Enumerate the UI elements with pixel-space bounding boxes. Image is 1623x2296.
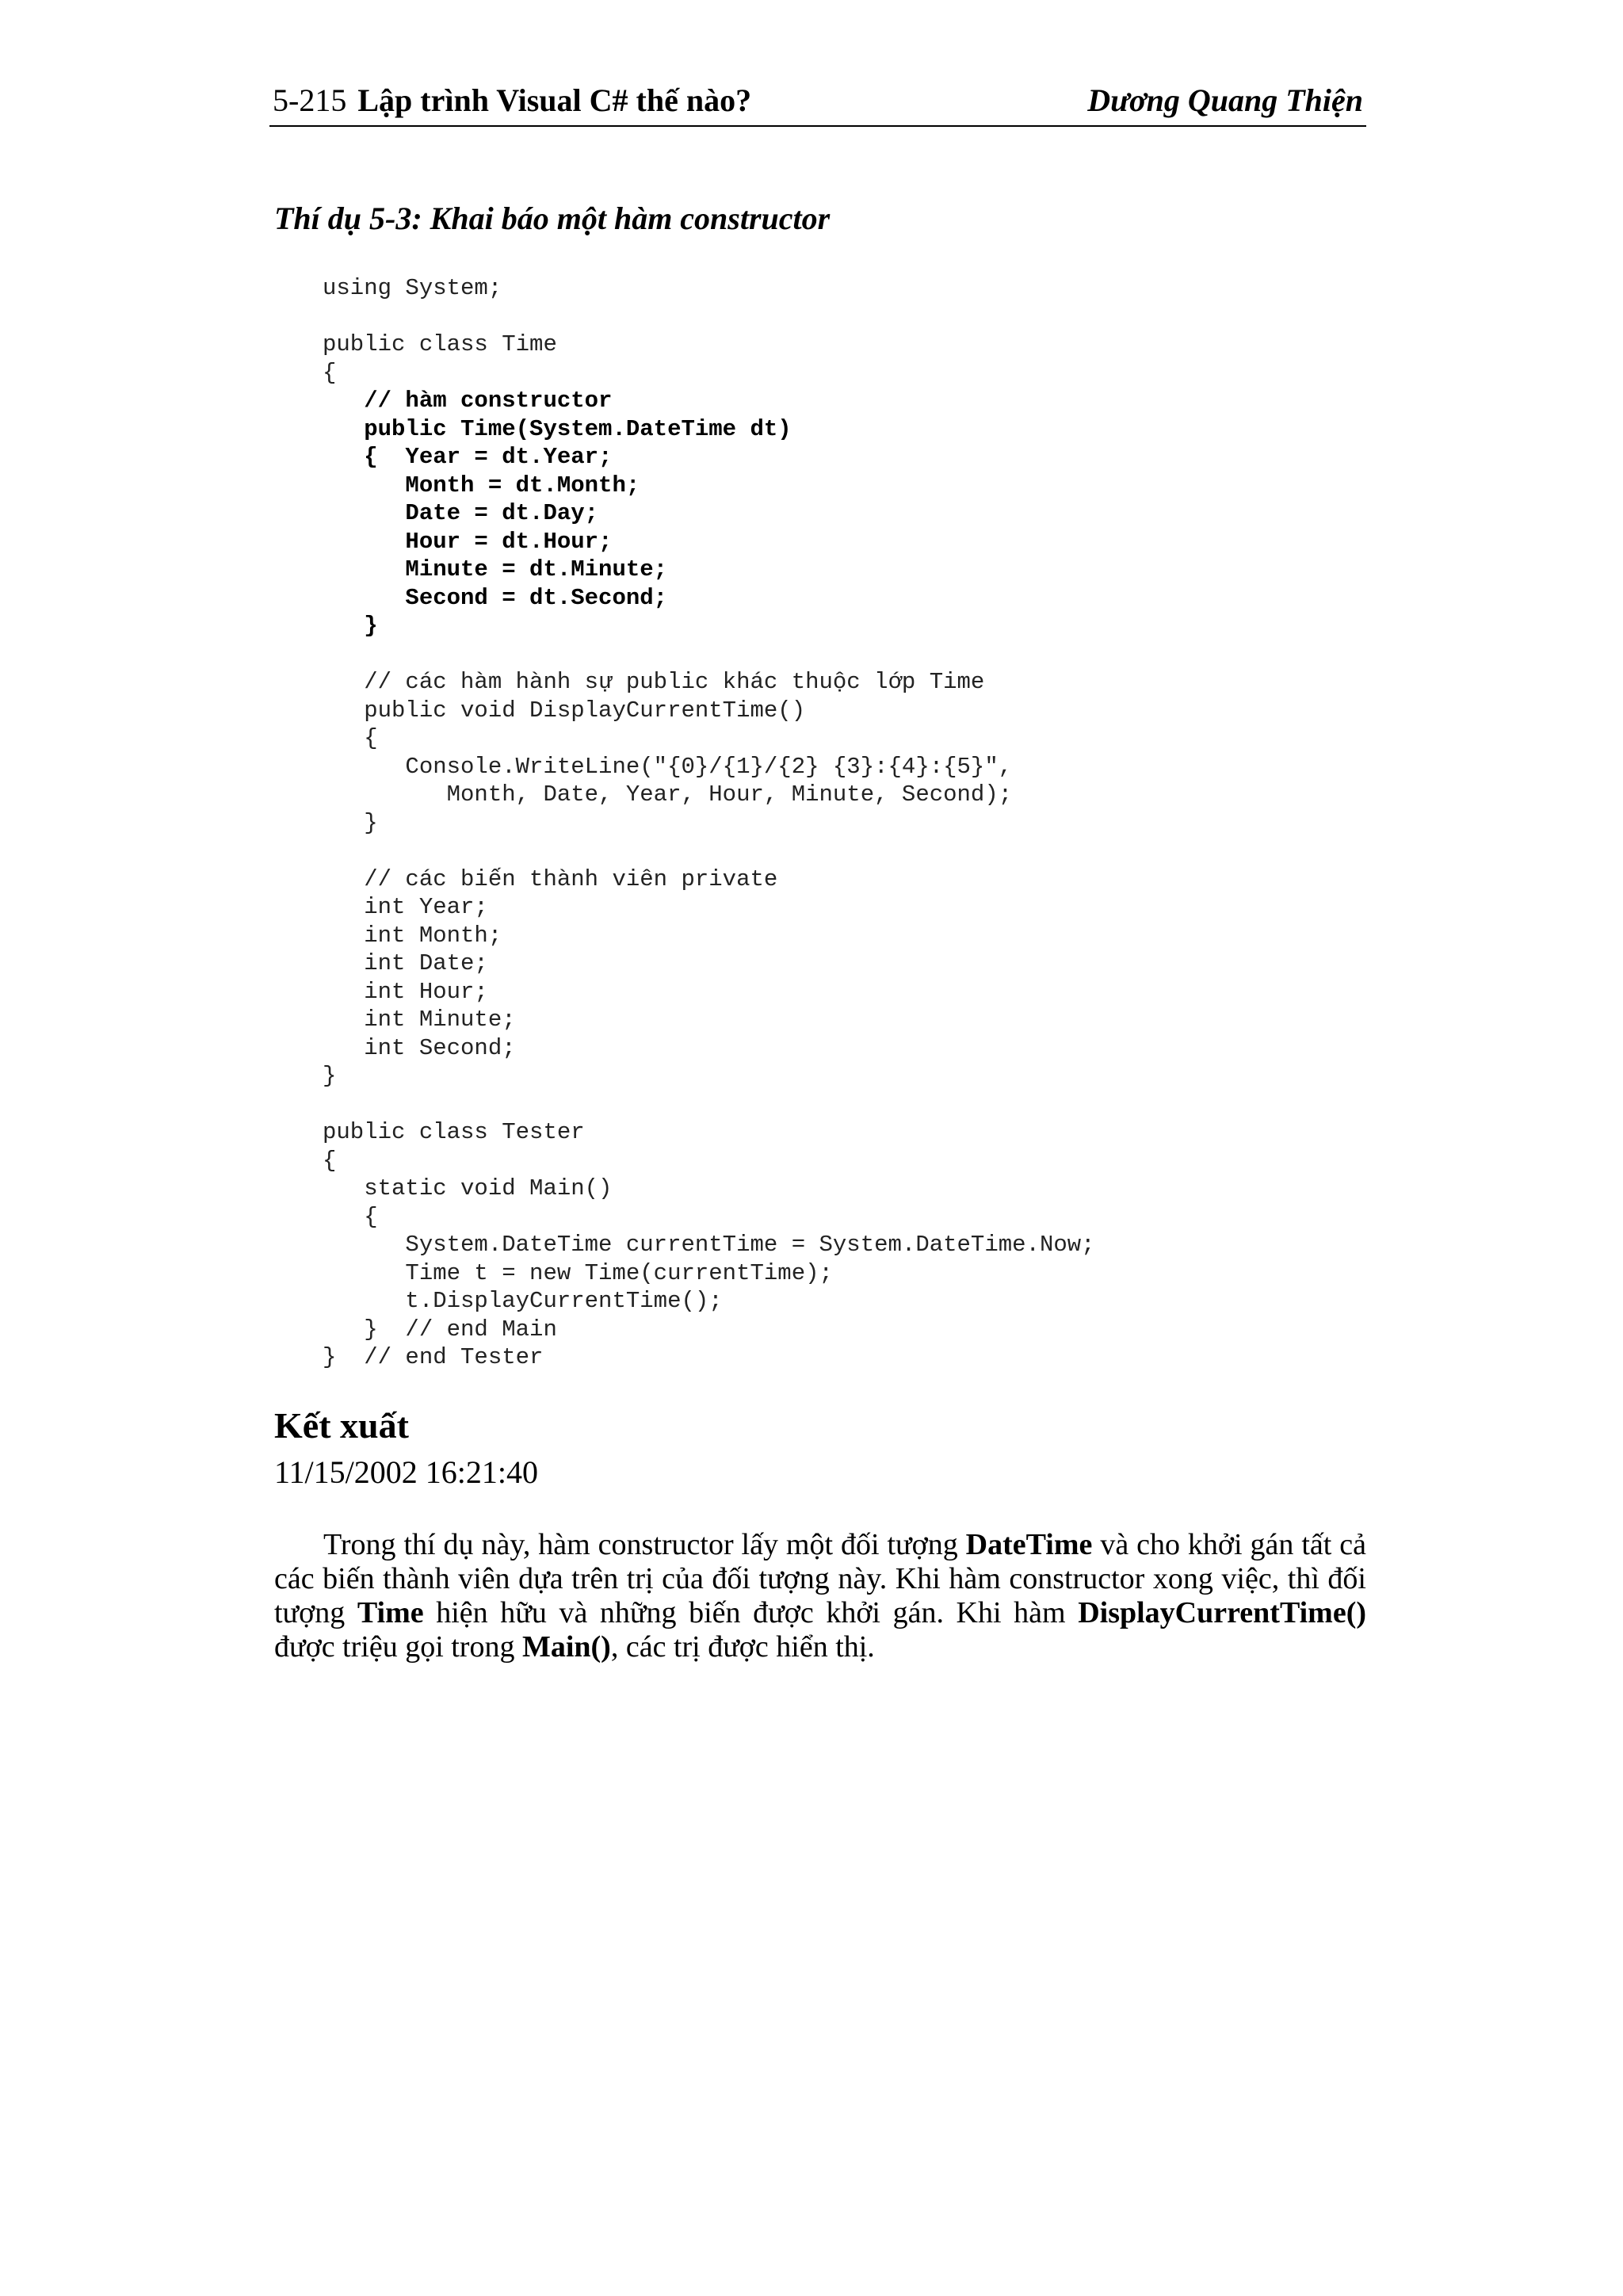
code-line: t.DisplayCurrentTime(); [323,1288,723,1314]
code-line: Date = dt.Day; [323,500,599,526]
code-line: using System; [323,275,502,301]
code-line: } [323,613,378,639]
book-title: Lập trình Visual C# thế nào? [357,82,752,118]
code-line: } // end Tester [323,1344,544,1370]
code-line: Second = dt.Second; [323,584,668,611]
paragraph-text: và cho khởi gán tất cả các biến thành viên dựa trên trị của đối tượng này. Khi hàm constructor xong việc, thì đối tượng [274,1528,1366,1629]
code-line: public class Time [323,331,557,357]
paragraph-text: Trong thí dụ này, hàm constructor lấy một đối tượng [323,1528,966,1561]
code-line: { Year = dt.Year; [323,444,613,470]
code-line: // các biến thành viên private [323,865,778,892]
paragraph-bold-term: Main() [521,1630,611,1664]
code-line: int Second; [323,1034,516,1061]
code-line [323,1091,1095,1119]
code-line: { [323,1203,378,1230]
paragraph-bold-term: Time [357,1596,424,1629]
page-header [269,76,1366,127]
code-line: Month = dt.Month; [323,472,640,499]
paragraph-bold-term: DisplayCurrentTime() [1078,1596,1367,1629]
code-line [323,303,1095,331]
code-line: public void DisplayCurrentTime() [323,697,806,724]
code-line: int Year; [323,894,488,920]
code-line: int Month; [323,922,502,949]
code-line: static void Main() [323,1175,613,1201]
output-heading: Kết xuất [274,1405,409,1446]
paragraph-text: hiện hữu và những biến được khởi gán. Khi hàm [423,1596,1079,1629]
example-title: Thí dụ 5-3: Khai báo một hàm constructor [274,201,831,236]
code-line: Month, Date, Year, Hour, Minute, Second); [323,781,1013,808]
paragraph-text: , các trị được hiển thị. [610,1630,875,1664]
code-line: // hàm constructor [323,388,613,414]
code-line: { [323,725,378,751]
paragraph-bold-term: DateTime [965,1528,1093,1561]
code-line: int Date; [323,950,488,976]
page-number: 5-215 [273,82,347,118]
code-line: Time t = new Time(currentTime); [323,1259,833,1286]
code-line: Hour = dt.Hour; [323,528,613,555]
code-line: } [323,809,378,836]
code-line: int Hour; [323,978,488,1005]
code-line: { [323,1147,337,1174]
code-line: // các hàm hành sự public khác thuộc lớp Time [323,669,985,695]
code-line: Minute = dt.Minute; [323,556,668,583]
code-line: } [323,1063,337,1089]
code-line [323,837,1095,865]
code-line: { [323,359,337,386]
code-line: Console.WriteLine("{0}/{1}/{2} {3}:{4}:{5}", [323,753,1013,780]
code-block [323,274,1095,1372]
explanation-paragraph [274,1528,1366,1664]
output-value: 11/15/2002 16:21:40 [274,1454,538,1490]
code-line: System.DateTime currentTime = System.DateTime.Now; [323,1232,1095,1258]
header-left [273,76,751,125]
author-name: Dương Quang Thiện [1087,82,1363,118]
code-line: } // end Main [323,1316,557,1343]
paragraph-text: được triệu gọi trong [274,1630,522,1664]
code-line: public Time(System.DateTime dt) [323,415,792,442]
code-line: public class Tester [323,1119,585,1145]
code-line [323,640,1095,669]
code-line: int Minute; [323,1007,516,1033]
